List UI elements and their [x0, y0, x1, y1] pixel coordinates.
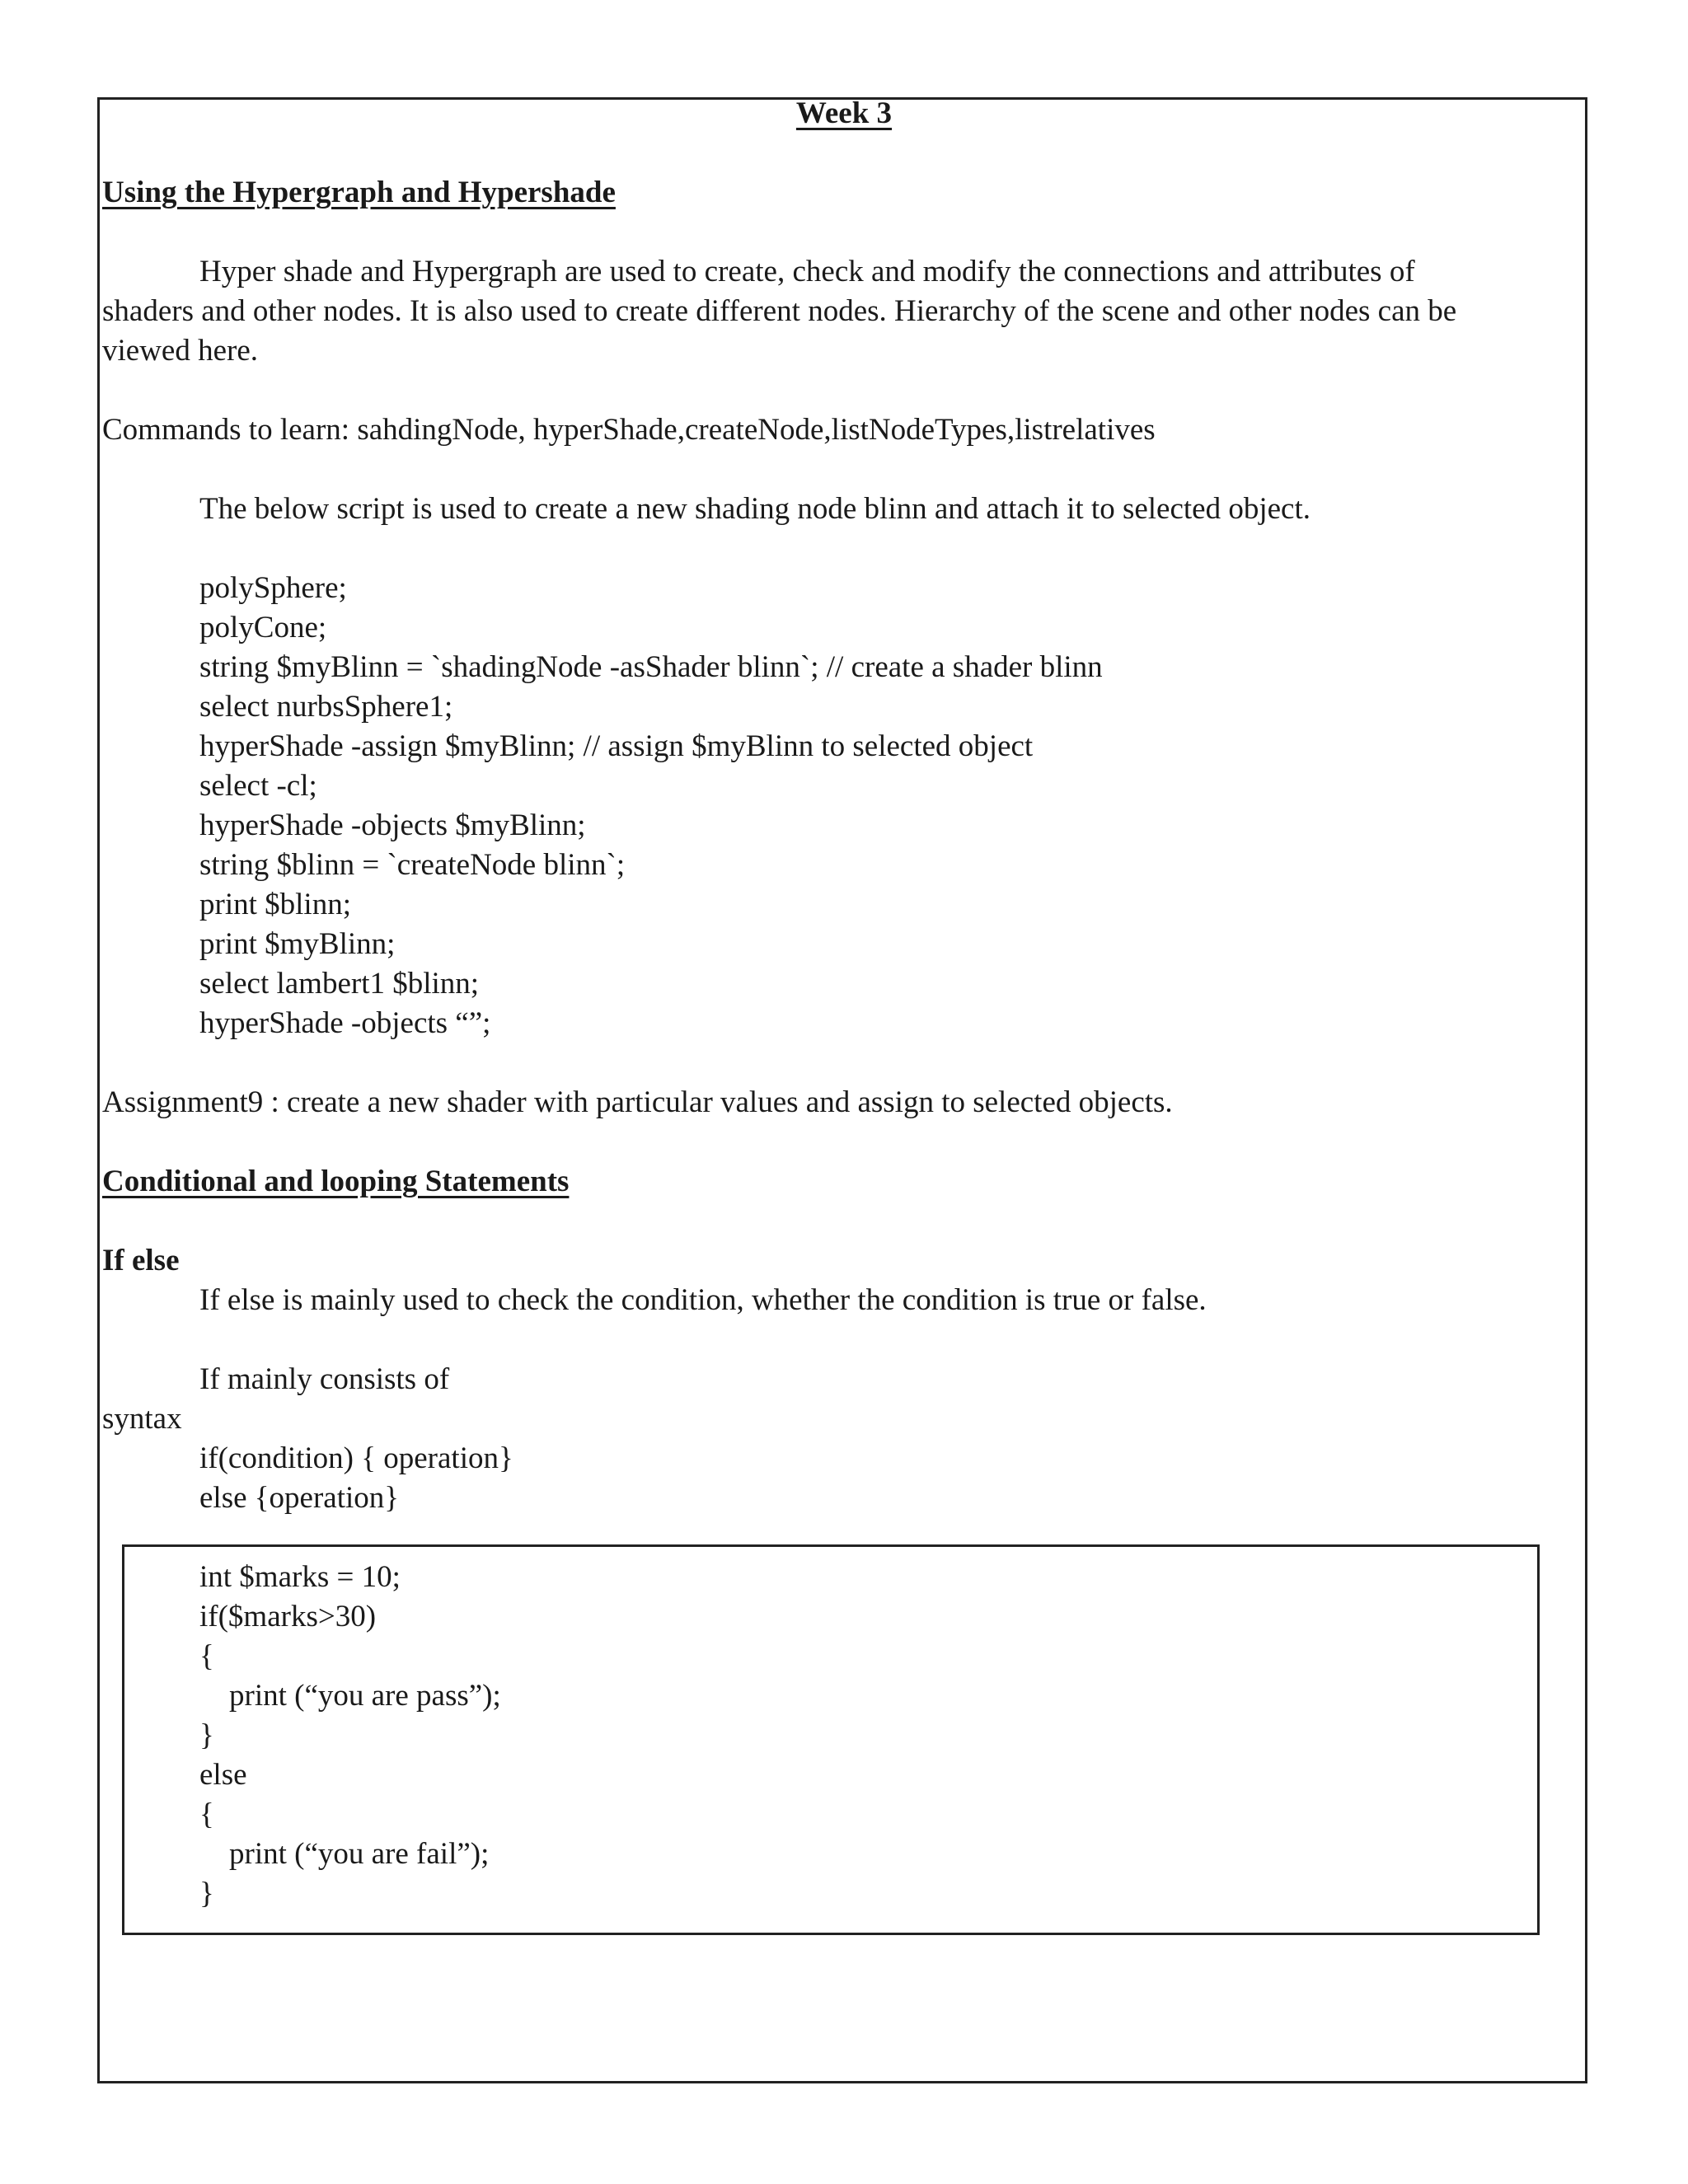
- code-line: hyperShade -objects $myBlinn;: [199, 808, 586, 842]
- section-heading-conditional: Conditional and looping Statements: [102, 1165, 570, 1198]
- week-title: Week 3: [795, 96, 893, 130]
- intro-paragraph-line-3: viewed here.: [102, 334, 259, 368]
- intro-paragraph-line-2: shaders and other nodes. It is also used to create different nodes. Hierarchy of the scene and other nodes can be: [102, 294, 1457, 328]
- example-code-line: }: [199, 1877, 214, 1910]
- example-code-line: else: [199, 1758, 247, 1792]
- example-code-line: {: [199, 1797, 214, 1831]
- intro-paragraph-line-1: Hyper shade and Hypergraph are used to create, check and modify the connections and attributes of: [199, 255, 1415, 288]
- code-line: select nurbsSphere1;: [199, 690, 453, 724]
- example-code-line: int $marks = 10;: [199, 1560, 401, 1594]
- if-else-description: If else is mainly used to check the condition, whether the condition is true or false.: [199, 1283, 1207, 1317]
- code-line: print $blinn;: [199, 888, 351, 921]
- code-line: select lambert1 $blinn;: [199, 967, 480, 1001]
- commands-to-learn: Commands to learn: sahdingNode, hyperShade,createNode,listNodeTypes,listrelatives: [102, 413, 1156, 447]
- syntax-line: if(condition) { operation}: [199, 1441, 513, 1475]
- code-line: print $myBlinn;: [199, 927, 396, 961]
- code-line: hyperShade -assign $myBlinn; // assign $myBlinn to selected object: [199, 729, 1034, 763]
- subheading-if-else: If else: [102, 1244, 180, 1277]
- example-code-line: print (“you are fail”);: [229, 1837, 490, 1871]
- assignment-text: Assignment9 : create a new shader with particular values and assign to selected objects.: [102, 1085, 1173, 1119]
- example-code-line: print (“you are pass”);: [229, 1679, 501, 1713]
- code-line: polyCone;: [199, 611, 327, 644]
- code-line: polySphere;: [199, 571, 347, 605]
- example-code-line: }: [199, 1718, 214, 1752]
- section-heading-hypergraph: Using the Hypergraph and Hypershade: [102, 176, 616, 209]
- code-line: select -cl;: [199, 769, 317, 803]
- syntax-line: else {operation}: [199, 1481, 400, 1515]
- example-code-line: if($marks>30): [199, 1600, 377, 1633]
- code-line: hyperShade -objects “”;: [199, 1006, 491, 1040]
- syntax-label: syntax: [102, 1402, 182, 1436]
- code-line: string $myBlinn = `shadingNode -asShader blinn`; // create a shader blinn: [199, 650, 1103, 684]
- example-code-line: {: [199, 1639, 214, 1673]
- code-line: string $blinn = `createNode blinn`;: [199, 848, 626, 882]
- if-consists-text: If mainly consists of: [199, 1362, 450, 1396]
- script-intro: The below script is used to create a new shading node blinn and attach it to selected object.: [199, 492, 1311, 526]
